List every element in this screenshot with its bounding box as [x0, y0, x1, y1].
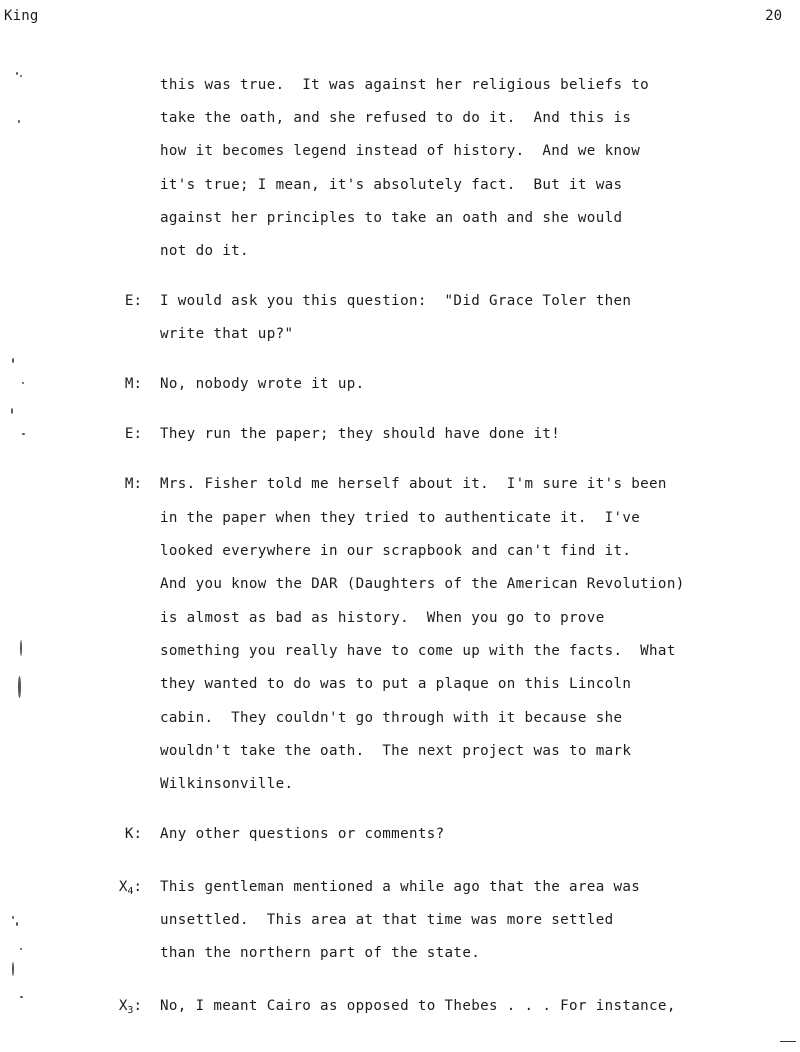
speaker-letter: X — [118, 998, 128, 1014]
scan-speck — [12, 962, 14, 976]
speech-line: cabin. They couldn't go through with it because she — [160, 710, 623, 726]
speech-line: And you know the DAR (Daughters of the American Revolution) — [160, 576, 685, 592]
speaker-subscript: 3 — [127, 1005, 134, 1016]
paragraph-line: not do it. — [160, 243, 249, 259]
speech-line: unsettled. This area at that time was more settled — [160, 912, 614, 928]
speech-line: Any other questions or comments? — [160, 826, 445, 842]
scan-speck — [20, 75, 22, 77]
speaker-letter: X — [118, 879, 128, 895]
scan-speck — [12, 916, 14, 919]
speaker-colon: : — [133, 879, 142, 895]
speaker-label: M: — [124, 476, 142, 492]
paragraph-line: against her principles to take an oath and she would — [160, 210, 623, 226]
scan-speck — [16, 72, 18, 75]
scan-speck — [22, 382, 24, 384]
paragraph-line: this was true. It was against her religious beliefs to — [160, 77, 650, 93]
scan-speck — [18, 120, 20, 123]
speech-line: in the paper when they tried to authenticate it. I've — [160, 510, 641, 526]
speaker-label: K: — [124, 826, 142, 842]
paragraph-line: take the oath, and she refused to do it. And this is — [160, 110, 632, 126]
page-number: 20 — [765, 8, 782, 24]
scan-speck — [20, 640, 22, 656]
speech-line: No, I meant Cairo as opposed to Thebes . . . For instance, — [160, 998, 676, 1014]
paragraph-line: how it becomes legend instead of history. And we know — [160, 143, 641, 159]
scan-speck — [20, 996, 23, 998]
speaker-colon: : — [133, 998, 142, 1014]
paragraph-line: it's true; I mean, it's absolutely fact. But it was — [160, 177, 623, 193]
scan-speck — [18, 676, 21, 698]
speech-line: No, nobody wrote it up. — [160, 376, 365, 392]
speech-line: They run the paper; they should have done it! — [160, 426, 561, 442]
speech-line: is almost as bad as history. When you go to prove — [160, 610, 605, 626]
speech-line: This gentleman mentioned a while ago that the area was — [160, 879, 641, 895]
scan-speck — [16, 922, 18, 926]
speaker-label: E: — [124, 293, 142, 309]
speech-line: Mrs. Fisher told me herself about it. I'm sure it's been — [160, 476, 667, 492]
speech-line: looked everywhere in our scrapbook and can't find it. — [160, 543, 632, 559]
speaker-label: M: — [124, 376, 142, 392]
speech-line: wouldn't take the oath. The next project was to mark — [160, 743, 632, 759]
speech-line: they wanted to do was to put a plaque on this Lincoln — [160, 676, 632, 692]
speech-line: I would ask you this question: "Did Grace Toler then — [160, 293, 632, 309]
speaker-label — [100, 997, 142, 1020]
speaker-label — [100, 878, 142, 901]
speech-line: Wilkinsonville. — [160, 776, 294, 792]
corner-mark — [780, 1041, 796, 1042]
scan-speck — [22, 433, 25, 435]
speech-line: than the northern part of the state. — [160, 945, 481, 961]
speech-line: something you really have to come up with the facts. What — [160, 643, 676, 659]
scan-speck — [20, 948, 22, 950]
speaker-label: E: — [124, 426, 142, 442]
scan-speck — [12, 358, 14, 363]
speech-line: write that up?" — [160, 326, 294, 342]
scan-speck — [11, 408, 13, 414]
speaker-subscript: 4 — [127, 886, 134, 897]
header-speaker-name: King — [4, 8, 39, 24]
